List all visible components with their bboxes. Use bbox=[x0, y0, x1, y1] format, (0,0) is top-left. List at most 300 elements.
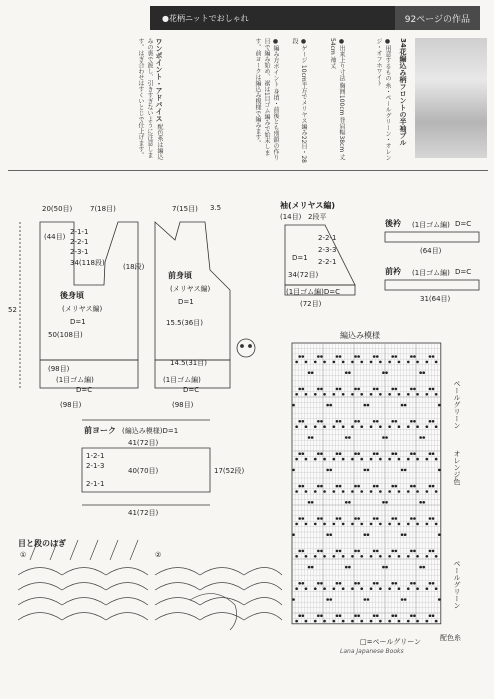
chart-stitch-dot bbox=[348, 436, 351, 439]
chart-stitch-dot bbox=[333, 620, 336, 623]
chart-stitch-dot bbox=[410, 614, 413, 617]
chart-stitch-dot bbox=[323, 587, 326, 590]
chart-stitch-dot bbox=[302, 582, 305, 585]
yoke-top: 41(72目) bbox=[128, 439, 159, 447]
front-rib: (1目ゴム編) bbox=[163, 376, 201, 384]
chart-stitch-dot bbox=[339, 485, 342, 488]
chart-stitch-dot bbox=[404, 533, 407, 536]
chart-stitch-dot bbox=[302, 420, 305, 423]
chart-stitch-dot bbox=[398, 555, 401, 558]
chart-stitch-dot bbox=[370, 490, 373, 493]
sleeve-bottom: (72目) bbox=[300, 300, 322, 308]
front-collar-width: 31(64目) bbox=[420, 295, 451, 303]
chart-stitch-dot bbox=[314, 458, 317, 461]
chart-stitch-dot bbox=[385, 501, 388, 504]
back-mark-1: 2-1-1 bbox=[70, 228, 89, 236]
sleeve-title: 袖(メリヤス編) bbox=[280, 201, 335, 210]
chart-stitch-dot bbox=[376, 550, 379, 553]
chart-stitch-dot bbox=[295, 555, 298, 558]
size-text: 胸囲100cm 背肩幅38cm 丈54cm 袖丈 bbox=[329, 38, 345, 161]
chart-stitch-dot bbox=[407, 361, 410, 364]
chart-stitch-dot bbox=[426, 523, 429, 526]
chart-stitch-dot bbox=[435, 361, 438, 364]
chart-stitch-dot bbox=[326, 469, 329, 472]
chart-stitch-dot bbox=[382, 501, 385, 504]
chart-stitch-dot bbox=[426, 361, 429, 364]
chart-stitch-dot bbox=[416, 425, 419, 428]
chart-stitch-dot bbox=[329, 469, 332, 472]
chart-stitch-dot bbox=[426, 490, 429, 493]
front-width: 15.5(36目) bbox=[166, 319, 203, 327]
back-subtitle: (メリヤス編) bbox=[62, 305, 103, 313]
chart-stitch-dot bbox=[351, 587, 354, 590]
chart-stitch-dot bbox=[323, 425, 326, 428]
chart-stitch-dot bbox=[336, 355, 339, 358]
chart-stitch-dot bbox=[391, 614, 394, 617]
chart-stitch-dot bbox=[336, 452, 339, 455]
chart-stitch-dot bbox=[305, 555, 308, 558]
yoke-mark-2: 2-1-3 bbox=[86, 462, 105, 470]
chart-stitch-dot bbox=[360, 458, 363, 461]
chart-stitch-dot bbox=[379, 555, 382, 558]
chart-stitch-dot bbox=[391, 517, 394, 520]
chart-stitch-dot bbox=[429, 420, 432, 423]
chart-stitch-dot bbox=[404, 469, 407, 472]
chart-stitch-dot bbox=[416, 523, 419, 526]
chart-stitch-dot bbox=[333, 490, 336, 493]
chart-stitch-dot bbox=[426, 393, 429, 396]
chart-stitch-dot bbox=[435, 458, 438, 461]
chart-stitch-dot bbox=[342, 490, 345, 493]
chart-stitch-dot bbox=[435, 523, 438, 526]
chart-stitch-dot bbox=[373, 550, 376, 553]
front-rib-d: D=C bbox=[183, 386, 200, 394]
chart-stitch-dot bbox=[435, 490, 438, 493]
chart-stitch-dot bbox=[413, 550, 416, 553]
chart-stitch-dot bbox=[295, 490, 298, 493]
chart-stitch-dot bbox=[360, 490, 363, 493]
chart-stitch-dot bbox=[357, 582, 360, 585]
chart-stitch-dot bbox=[320, 517, 323, 520]
chart-stitch-dot bbox=[373, 420, 376, 423]
item-title: 34花編込み柄フロントの半袖プル bbox=[399, 38, 407, 146]
chart-stitch-dot bbox=[388, 393, 391, 396]
chart-stitch-dot bbox=[292, 598, 295, 601]
chart-stitch-dot bbox=[364, 533, 367, 536]
chart-stitch-dot bbox=[435, 393, 438, 396]
chart-stitch-dot bbox=[388, 620, 391, 623]
chart-stitch-dot bbox=[385, 566, 388, 569]
back-rib-d: D=C bbox=[76, 386, 93, 394]
chart-stitch-dot bbox=[308, 436, 311, 439]
chart-stitch-dot bbox=[391, 485, 394, 488]
chart-stitch-dot bbox=[395, 485, 398, 488]
back-collar-title: 後衿 bbox=[385, 219, 401, 228]
chart-stitch-dot bbox=[404, 598, 407, 601]
back-mark-3: 2-3-1 bbox=[70, 248, 89, 256]
chart-stitch-dot bbox=[298, 517, 301, 520]
chart-stitch-dot bbox=[354, 388, 357, 391]
chart-stitch-dot bbox=[419, 566, 422, 569]
chart-stitch-dot bbox=[398, 587, 401, 590]
chart-stitch-dot bbox=[333, 393, 336, 396]
chart-stitch-dot bbox=[370, 393, 373, 396]
chart-stitch-dot bbox=[357, 388, 360, 391]
chart-stitch-dot bbox=[354, 420, 357, 423]
chart-stitch-dot bbox=[432, 582, 435, 585]
legend-color-1: ペールグリーン bbox=[453, 380, 461, 429]
chart-stitch-dot bbox=[426, 555, 429, 558]
chart-stitch-dot bbox=[416, 458, 419, 461]
chart-stitch-dot bbox=[351, 361, 354, 364]
chart-stitch-dot bbox=[416, 555, 419, 558]
chart-stitch-dot bbox=[391, 388, 394, 391]
chart-stitch-dot bbox=[388, 555, 391, 558]
chart-stitch-dot bbox=[413, 355, 416, 358]
sleeve-cap: 2段平 bbox=[308, 213, 327, 221]
chart-stitch-dot bbox=[395, 355, 398, 358]
chart-stitch-dot bbox=[370, 555, 373, 558]
front-hem: (98目) bbox=[172, 401, 194, 409]
chart-stitch-dot bbox=[342, 458, 345, 461]
chart-stitch-dot bbox=[426, 620, 429, 623]
chart-stitch-dot bbox=[354, 517, 357, 520]
chart-stitch-dot bbox=[320, 485, 323, 488]
back-height: 52 bbox=[8, 306, 17, 314]
chart-stitch-dot bbox=[351, 425, 354, 428]
yoke-mark-1: 1-2-1 bbox=[86, 452, 105, 460]
chart-stitch-dot bbox=[416, 361, 419, 364]
back-collar-outline bbox=[385, 232, 479, 242]
header-right: 92ページの作品 bbox=[395, 6, 480, 30]
chart-stitch-dot bbox=[419, 436, 422, 439]
chart-stitch-dot bbox=[295, 361, 298, 364]
chart-stitch-dot bbox=[364, 404, 367, 407]
chart-stitch-dot bbox=[333, 587, 336, 590]
chart-stitch-dot bbox=[404, 404, 407, 407]
chart-stitch-dot bbox=[354, 614, 357, 617]
chart-stitch-dot bbox=[376, 452, 379, 455]
chart-stitch-dot bbox=[302, 614, 305, 617]
chart-stitch-dot bbox=[360, 523, 363, 526]
yoke-mid: 40(70目) bbox=[128, 467, 159, 475]
chart-stitch-dot bbox=[342, 620, 345, 623]
chart-stitch-dot bbox=[395, 388, 398, 391]
chart-stitch-dot bbox=[388, 425, 391, 428]
chart-grid bbox=[292, 343, 441, 624]
chart-stitch-dot bbox=[357, 452, 360, 455]
chart-stitch-dot bbox=[419, 371, 422, 374]
chart-stitch-dot bbox=[317, 550, 320, 553]
chart-stitch-dot bbox=[351, 523, 354, 526]
chart-stitch-dot bbox=[302, 550, 305, 553]
chart-stitch-dot bbox=[435, 587, 438, 590]
chart-stitch-dot bbox=[323, 523, 326, 526]
front-title: 前身頃 bbox=[168, 271, 192, 280]
back-mark-2: 2-2-1 bbox=[70, 238, 89, 246]
chart-stitch-dot bbox=[407, 425, 410, 428]
chart-stitch-dot bbox=[432, 485, 435, 488]
chart-stitch-dot bbox=[416, 620, 419, 623]
chart-stitch-dot bbox=[391, 420, 394, 423]
step2-illustration bbox=[155, 568, 282, 631]
chart-stitch-dot bbox=[429, 614, 432, 617]
chart-stitch-dot bbox=[354, 355, 357, 358]
chart-stitch-dot bbox=[326, 533, 329, 536]
yoke-mark-3: 2-1-1 bbox=[86, 480, 105, 488]
chart-stitch-dot bbox=[320, 388, 323, 391]
chart-stitch-dot bbox=[410, 452, 413, 455]
chart-stitch-dot bbox=[305, 458, 308, 461]
chart-stitch-dot bbox=[395, 614, 398, 617]
chart-stitch-dot bbox=[360, 425, 363, 428]
chart-stitch-dot bbox=[429, 355, 432, 358]
chart-stitch-dot bbox=[336, 550, 339, 553]
chart-stitch-dot bbox=[367, 469, 370, 472]
chart-stitch-dot bbox=[382, 566, 385, 569]
chart-stitch-dot bbox=[305, 587, 308, 590]
chart-stitch-dot bbox=[360, 393, 363, 396]
chart-stitch-dot bbox=[379, 523, 382, 526]
chart-stitch-dot bbox=[342, 361, 345, 364]
chart-stitch-dot bbox=[364, 598, 367, 601]
chart-stitch-dot bbox=[426, 587, 429, 590]
chart-stitch-dot bbox=[379, 393, 382, 396]
size-title: ●出来上り寸法 bbox=[338, 38, 345, 81]
chart-stitch-dot bbox=[314, 620, 317, 623]
front-neck: 3.5 bbox=[210, 204, 222, 212]
chart-stitch-dot bbox=[302, 355, 305, 358]
chart-stitch-dot bbox=[379, 587, 382, 590]
chart-stitch-dot bbox=[302, 485, 305, 488]
chart-stitch-dot bbox=[305, 361, 308, 364]
chart-stitch-dot bbox=[391, 550, 394, 553]
chart-stitch-dot bbox=[326, 404, 329, 407]
chart-stitch-dot bbox=[302, 388, 305, 391]
legend-color-3: ペールグリーン bbox=[453, 560, 461, 609]
chart-stitch-dot bbox=[379, 425, 382, 428]
gauge-text: 10cm平方でメリヤス編み22目・28段 bbox=[291, 38, 307, 163]
back-bottom-sts: (98目) bbox=[48, 365, 70, 373]
chart-stitch-dot bbox=[432, 550, 435, 553]
chart-stitch-dot bbox=[354, 550, 357, 553]
chart-stitch-dot bbox=[398, 425, 401, 428]
chart-stitch-dot bbox=[298, 420, 301, 423]
chart-stitch-dot bbox=[298, 550, 301, 553]
chart-stitch-dot bbox=[416, 587, 419, 590]
chart-stitch-dot bbox=[388, 490, 391, 493]
chart-stitch-dot bbox=[395, 452, 398, 455]
chart-stitch-dot bbox=[314, 523, 317, 526]
chart-stitch-dot bbox=[379, 490, 382, 493]
chart-stitch-dot bbox=[311, 566, 314, 569]
chart-stitch-dot bbox=[348, 371, 351, 374]
back-side1: 34(118段) bbox=[70, 259, 105, 267]
sleeve-cuff: (1目ゴム編)D=C bbox=[286, 288, 341, 296]
chart-stitch-dot bbox=[413, 388, 416, 391]
chart-stitch-dot bbox=[364, 469, 367, 472]
cat-face-icon bbox=[237, 339, 255, 357]
chart-stitch-dot bbox=[438, 404, 441, 407]
chart-stitch-dot bbox=[410, 550, 413, 553]
back-shoulder: 7(18目) bbox=[90, 205, 116, 213]
chart-stitch-dot bbox=[367, 404, 370, 407]
chart-stitch-dot bbox=[429, 517, 432, 520]
chart-stitch-dot bbox=[295, 393, 298, 396]
chart-stitch-dot bbox=[373, 355, 376, 358]
chart-stitch-dot bbox=[370, 425, 373, 428]
step1-illustration bbox=[18, 540, 148, 620]
back-top-width: 20(50目) bbox=[42, 205, 73, 213]
chart-stitch-dot bbox=[419, 501, 422, 504]
chart-stitch-dot bbox=[295, 587, 298, 590]
chart-stitch-dot bbox=[339, 420, 342, 423]
chart-stitch-dot bbox=[302, 517, 305, 520]
chart-stitch-dot bbox=[339, 517, 342, 520]
advice-text: 配色糸は編込みの裏で渡し、引きすぎないように注意します。はぎ合わせはすくいとじで仕上げます。 bbox=[137, 38, 163, 160]
chart-stitch-dot bbox=[292, 533, 295, 536]
chart-stitch-dot bbox=[407, 555, 410, 558]
chart-stitch-dot bbox=[339, 550, 342, 553]
chart-stitch-dot bbox=[416, 393, 419, 396]
chart-stitch-dot bbox=[429, 582, 432, 585]
back-rib: (1目ゴム編) bbox=[56, 376, 94, 384]
chart-stitch-dot bbox=[298, 452, 301, 455]
chart-stitch-dot bbox=[395, 420, 398, 423]
chart-title: 編込み模様 bbox=[340, 331, 380, 340]
chart-stitch-dot bbox=[342, 555, 345, 558]
chart-stitch-dot bbox=[317, 614, 320, 617]
front-top: 7(15目) bbox=[172, 205, 198, 213]
front-collar-outline bbox=[385, 280, 479, 290]
chart-stitch-dot bbox=[298, 355, 301, 358]
chart-stitch-dot bbox=[298, 582, 301, 585]
chart-stitch-dot bbox=[410, 485, 413, 488]
chart-stitch-dot bbox=[345, 501, 348, 504]
chart-stitch-dot bbox=[320, 614, 323, 617]
chart-stitch-dot bbox=[370, 587, 373, 590]
chart-stitch-dot bbox=[395, 517, 398, 520]
chart-stitch-dot bbox=[305, 523, 308, 526]
chart-stitch-dot bbox=[388, 361, 391, 364]
chart-stitch-dot bbox=[401, 533, 404, 536]
chart-stitch-dot bbox=[351, 490, 354, 493]
chart-stitch-dot bbox=[305, 393, 308, 396]
chart-stitch-dot bbox=[320, 420, 323, 423]
chart-stitch-dot bbox=[329, 404, 332, 407]
chart-stitch-dot bbox=[373, 614, 376, 617]
chart-stitch-dot bbox=[295, 620, 298, 623]
back-width: 50(108目) bbox=[48, 331, 83, 339]
chart-stitch-dot bbox=[357, 517, 360, 520]
chart-stitch-dot bbox=[426, 458, 429, 461]
gauge-title: ●ゲージ bbox=[300, 38, 307, 63]
chart-stitch-dot bbox=[410, 388, 413, 391]
chart-stitch-dot bbox=[320, 582, 323, 585]
back-side2: (18段) bbox=[123, 263, 145, 271]
chart-stitch-dot bbox=[292, 469, 295, 472]
chart-stitch-dot bbox=[360, 555, 363, 558]
chart-stitch-dot bbox=[407, 587, 410, 590]
chart-stitch-dot bbox=[410, 517, 413, 520]
sleeve-mark-2: 2-3-3 bbox=[318, 246, 337, 254]
back-collar-rib: (1目ゴム編) bbox=[412, 221, 450, 229]
yoke-side: 17(52段) bbox=[214, 467, 245, 475]
chart-stitch-dot bbox=[298, 485, 301, 488]
front-collar-rib: (1目ゴム編) bbox=[412, 269, 450, 277]
technique-title: 目と段のはぎ bbox=[18, 539, 66, 548]
chart-stitch-dot bbox=[357, 420, 360, 423]
chart-stitch-dot bbox=[395, 582, 398, 585]
chart-stitch-dot bbox=[432, 452, 435, 455]
front-subtitle: (メリヤス編) bbox=[170, 285, 211, 293]
chart-stitch-dot bbox=[432, 517, 435, 520]
legend-color-2: オレンジ色 bbox=[453, 450, 461, 485]
sleeve-top: (14目) bbox=[280, 213, 302, 221]
chart-stitch-dot bbox=[370, 361, 373, 364]
yoke-subtitle: (編込み模様)D=1 bbox=[122, 427, 179, 435]
chart-stitch-dot bbox=[326, 598, 329, 601]
chart-stitch-dot bbox=[360, 620, 363, 623]
chart-stitch-dot bbox=[298, 388, 301, 391]
chart-stitch-dot bbox=[413, 420, 416, 423]
chart-stitch-dot bbox=[311, 436, 314, 439]
chart-stitch-dot bbox=[336, 388, 339, 391]
chart-stitch-dot bbox=[398, 393, 401, 396]
method-title: ●編み方ポイント bbox=[272, 38, 279, 87]
method-text: 身頃・前後とも別鎖の作り目で編み始め、裾は1目ゴム編みで始末します。前ヨークは編込み模様で編みます。 bbox=[254, 38, 279, 161]
chart-stitch-dot bbox=[354, 582, 357, 585]
chart-stitch-dot bbox=[298, 614, 301, 617]
chart-stitch-dot bbox=[305, 490, 308, 493]
sleeve-d: D=1 bbox=[292, 254, 308, 262]
chart-stitch-dot bbox=[367, 598, 370, 601]
back-collar-width: (64目) bbox=[420, 247, 442, 255]
chart-stitch-dot bbox=[323, 361, 326, 364]
materials-title: ●用意するもの bbox=[384, 38, 391, 81]
chart-stitch-dot bbox=[317, 452, 320, 455]
chart-stitch-dot bbox=[314, 393, 317, 396]
chart-stitch-dot bbox=[320, 550, 323, 553]
chart-stitch-dot bbox=[354, 485, 357, 488]
materials-text: 糸・ペールグリーン・オレンジ・オフホワイト bbox=[375, 38, 391, 161]
chart-stitch-dot bbox=[432, 355, 435, 358]
chart-stitch-dot bbox=[351, 458, 354, 461]
chart-stitch-dot bbox=[391, 452, 394, 455]
chart-stitch-dot bbox=[323, 620, 326, 623]
chart-stitch-dot bbox=[317, 582, 320, 585]
yoke-title: 前ヨーク bbox=[84, 426, 116, 435]
chart-stitch-dot bbox=[398, 620, 401, 623]
chart-stitch-dot bbox=[370, 458, 373, 461]
chart-stitch-dot bbox=[398, 361, 401, 364]
chart-stitch-dot bbox=[339, 452, 342, 455]
chart-stitch-dot bbox=[379, 620, 382, 623]
chart-stitch-dot bbox=[422, 436, 425, 439]
chart-stitch-dot bbox=[357, 485, 360, 488]
chart-stitch-dot bbox=[351, 393, 354, 396]
chart-stitch-dot bbox=[317, 517, 320, 520]
chart-stitch-dot bbox=[407, 393, 410, 396]
front-collar-title: 前衿 bbox=[385, 267, 401, 276]
chart-stitch-dot bbox=[398, 523, 401, 526]
chart-stitch-dot bbox=[413, 582, 416, 585]
chart-stitch-dot bbox=[416, 490, 419, 493]
chart-stitch-dot bbox=[401, 469, 404, 472]
chart-stitch-dot bbox=[398, 458, 401, 461]
chart-stitch-dot bbox=[336, 420, 339, 423]
front-half: 14.5(31目) bbox=[170, 359, 207, 367]
